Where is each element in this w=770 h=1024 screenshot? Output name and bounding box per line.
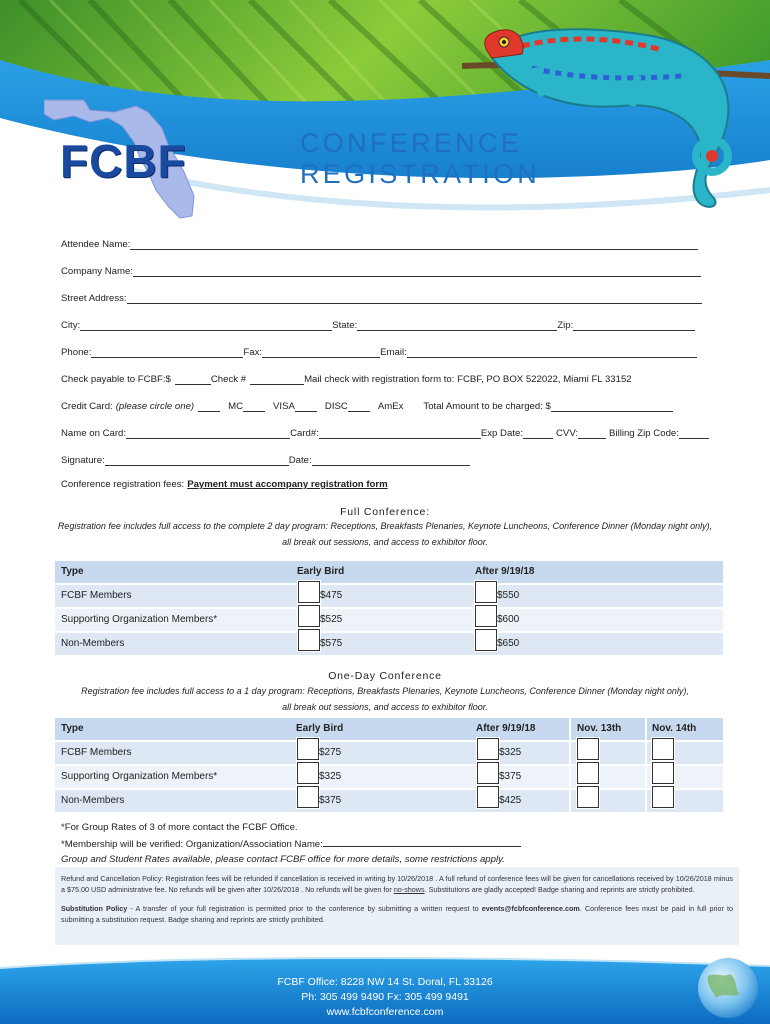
signature-label: Signature: [61,455,105,466]
total-amount-field[interactable] [551,400,673,412]
attendee-name-label: Attendee Name: [61,239,131,250]
column-divider [569,742,571,764]
table-row [55,585,723,607]
early-bird-price: $525 [320,614,343,625]
footer [0,954,770,1024]
column-divider [645,718,647,740]
city-label: City: [61,320,81,331]
notes-section [61,820,521,867]
phone-row [61,344,697,358]
check-amount-field[interactable] [175,373,211,385]
header-nov-13: Nov. 13th [577,723,622,734]
row-type: Supporting Organization Members* [61,614,218,625]
nov-13-checkbox[interactable] [577,762,599,784]
early-bird-checkbox[interactable] [297,762,319,784]
check-number-field[interactable] [250,373,304,385]
column-divider [645,790,647,812]
header-after-date: After 9/19/18 [476,723,536,734]
email-field[interactable] [407,346,697,358]
mc-option[interactable]: MC [228,401,244,412]
early-bird-price: $575 [320,638,343,649]
check-row [61,371,632,385]
group-student-note: Group and Student Rates available, please contact FCBF office for more details, some restrictions apply. [61,854,505,865]
mc-blank[interactable] [198,400,220,412]
one-day-heading: One-Day Conference [328,670,442,682]
header-after-date: After 9/19/18 [475,566,535,577]
card-row [61,425,709,439]
company-name-label: Company Name: [61,266,133,277]
amex-option[interactable]: AmEx [377,401,404,412]
cvv-field[interactable] [578,427,606,439]
row-type: FCBF Members [61,747,132,758]
policy-box [55,867,739,945]
row-type: Non-Members [61,638,125,649]
disc-option[interactable]: DISC [324,401,348,412]
events-email-link[interactable]: events@fcbfconference.com [481,904,580,913]
membership-note: *Membership will be verified: Organization/Association Name: [61,835,521,852]
street-address-field[interactable] [127,292,702,304]
after-date-price: $550 [497,590,520,601]
nov-14-checkbox[interactable] [652,786,674,808]
after-date-checkbox[interactable] [475,605,497,627]
refund-policy-text: Refund and Cancellation Policy: Registration fees will be refunded if cancellation is received in writing by 10/26/2018 . A full refund of conference fees will be given for cancellations received by 10/26/2018 minus a $75.00 USD administrative fee. No refunds will be given after 10/26/2018 . No refunds will be given for no-shows. Substitutions are gladly accepted! Badge sharing and reprints are strictly prohibited. [61,874,733,894]
one-day-description: Registration fee includes full access to a 1 day program: Receptions, Breakfasts Plenaries, Keynote Luncheons, Conference Dinner (Monday night only), all break out sessions, and access to exhibitor floor. [81,686,689,712]
nov-13-checkbox[interactable] [577,738,599,760]
fcbf-logo: FCBF [60,135,187,187]
row-type: Supporting Organization Members* [61,771,218,782]
header-type: Type [61,723,84,734]
check-payable-label: Check payable to FCBF:$ [61,374,171,385]
email-label: Email: [380,347,407,358]
attendee-name-field[interactable] [130,238,698,250]
early-bird-price: $275 [319,747,342,758]
company-name-row [61,263,701,277]
full-conference-heading: Full Conference: [340,506,430,518]
early-bird-checkbox[interactable] [297,786,319,808]
payment-notice: Payment must accompany registration form [187,479,388,490]
attendee-name-row [61,236,698,250]
header-type: Type [61,566,84,577]
cvv-label: CVV: [556,428,579,439]
zip-label: Zip: [557,320,574,331]
total-amount-label: Total Amount to be charged: $ [423,401,551,412]
table-row [55,790,723,812]
street-address-row [61,290,702,304]
fax-field[interactable] [262,346,380,358]
after-date-checkbox[interactable] [475,629,497,651]
row-type: FCBF Members [61,590,132,601]
nov-14-checkbox[interactable] [652,762,674,784]
card-number-field[interactable] [319,427,481,439]
visa-option[interactable]: VISA [273,401,295,412]
footer-phone: Ph: 305 499 9490 Fx: 305 499 9491 [301,991,469,1003]
header-banner [0,0,770,232]
header-early-bird: Early Bird [296,723,344,734]
nov-14-checkbox[interactable] [652,738,674,760]
city-row [61,317,695,331]
company-name-field[interactable] [133,265,701,277]
billing-zip-label: Billing Zip Code: [609,428,679,439]
after-date-price: $600 [497,614,520,625]
early-bird-checkbox[interactable] [298,605,320,627]
early-bird-checkbox[interactable] [298,581,320,603]
group-rates-note: *For Group Rates of 3 of more contact the FCBF Office. [61,822,298,833]
circle-one-note: (please circle one) [115,401,195,412]
table-row [55,742,723,764]
credit-card-label: Credit Card: [61,401,113,412]
signature-row [61,452,470,466]
name-on-card-field[interactable] [126,427,290,439]
early-bird-price: $325 [319,771,342,782]
fax-label: Fax: [243,347,263,358]
early-bird-checkbox[interactable] [297,738,319,760]
card-number-label: Card#: [290,428,319,439]
fees-label: Conference registration fees: [61,479,185,490]
substitution-policy-text: Substitution Policy - A transfer of your full registration is permitted prior to the conference by submitting a written request to events@fcbfconference.com. Conference fees must be paid in full prior to submitting a substitution request. Badge sharing and reprints are strictly prohibited. [61,904,733,924]
mail-check-text: Mail check with registration form to: FCBF, PO BOX 522022, Miami FL 33152 [304,374,632,385]
zip-field[interactable] [573,319,695,331]
early-bird-price: $475 [320,590,343,601]
after-date-checkbox[interactable] [477,762,499,784]
phone-field[interactable] [91,346,243,358]
disc-blank[interactable] [295,400,317,412]
full-conference-description: Registration fee includes full access to the complete 2 day program: Receptions, Breakfasts Plenaries, Keynote Luncheons, Conference Dinner (Monday night only), all break out sessions, and access to exhibitor floor. [57,521,713,547]
phone-label: Phone: [61,347,92,358]
nov-13-checkbox[interactable] [577,786,599,808]
page-title: CONFERENCE REGISTRATION [300,128,541,189]
amex-blank[interactable] [348,400,370,412]
table-row [55,609,723,631]
early-bird-price: $375 [319,795,342,806]
column-divider [645,742,647,764]
header-nov-14: Nov. 14th [652,723,697,734]
row-type: Non-Members [61,795,125,806]
column-divider [569,718,571,740]
visa-blank[interactable] [243,400,265,412]
after-date-checkbox[interactable] [475,581,497,603]
column-divider [569,790,571,812]
table-header-row [55,561,723,583]
state-label: State: [332,320,358,331]
fees-row [61,476,388,490]
state-field[interactable] [357,319,557,331]
signature-field[interactable] [105,454,289,466]
table-row [55,633,723,655]
street-address-label: Street Address: [61,293,127,304]
footer-office-address: FCBF Office: 8228 NW 14 St. Doral, FL 33126 [277,976,493,988]
table-header-row [55,718,723,740]
header-early-bird: Early Bird [297,566,345,577]
exp-date-label: Exp Date: [480,428,523,439]
after-date-price: $375 [499,771,522,782]
table-row [55,766,723,788]
after-date-price: $425 [499,795,522,806]
credit-card-row [61,398,673,412]
footer-website-link[interactable]: www.fcbfconference.com [326,1006,444,1018]
date-label: Date: [288,455,312,466]
column-divider [569,766,571,788]
early-bird-checkbox[interactable] [298,629,320,651]
after-date-price: $650 [497,638,520,649]
after-date-checkbox[interactable] [477,738,499,760]
date-field[interactable] [312,454,470,466]
after-date-price: $325 [499,747,522,758]
name-on-card-label: Name on Card: [61,428,127,439]
column-divider [645,766,647,788]
after-date-checkbox[interactable] [477,786,499,808]
city-field[interactable] [80,319,332,331]
check-number-label: Check # [210,374,247,385]
exp-date-field[interactable] [523,427,553,439]
organization-name-field[interactable] [323,835,521,847]
billing-zip-field[interactable] [679,427,709,439]
